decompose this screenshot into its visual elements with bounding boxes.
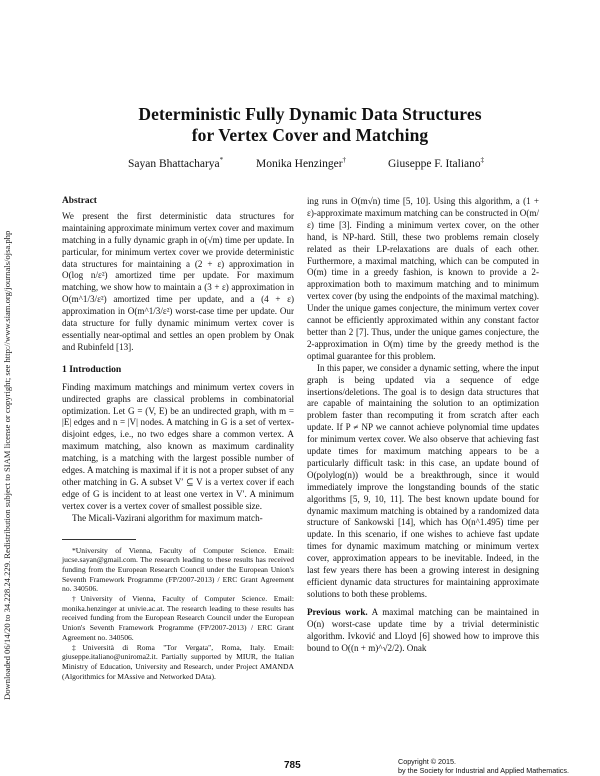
left-column xyxy=(62,196,294,681)
previous-work-text: A maximal matching can be maintained in O(n) worst-case update time by a trivial deterministic algorithm. Ivković and Lloyd [6] showed how to improve this bound to O((n + m)^√2/2). Onak xyxy=(307,606,539,653)
abstract-heading: Abstract xyxy=(62,196,97,206)
footnote-3: ‡Università di Roma "Tor Vergata", Roma, Italy. Email: giuseppe.italiano@uniroma2.it. Partially supported by MIUR, the Italian Ministry of Education, University and Research, under Project AMANDA (Algorithmics for MAssive and Networked DAta). xyxy=(62,642,294,681)
right-column xyxy=(307,196,539,654)
intro-paragraph-1: Finding maximum matchings and minimum vertex covers in undirected graphs are classical problems in combinatorial optimization. Let G = (V, E) be an undirected graph, with m = |E| edges and n = |V| nodes. A matching in G is a set of vertex-disjoint edges, i.e., no two edges share a common vertex. A maximum matching, also known as maximum cardinality matching, is a matching with the largest possible number of edges. A matching is maximal if it is not a proper subset of any other matching in G. A subset V′ ⊆ V is a vertex cover if each edge of G is incident to at least one vertex in V′. A minimum vertex cover is a vertex cover of smallest possible size. xyxy=(62,381,294,511)
footnote-rule xyxy=(62,539,136,540)
paper-title-line1: Deterministic Fully Dynamic Data Structures xyxy=(138,104,482,124)
download-notice: Downloaded 06/14/20 to 34.228.24.229. Redistribution subject to SIAM license or copyright; see http://www.siam.org/journals/ojsa.php xyxy=(2,230,12,700)
author-1: Sayan Bhattacharya* xyxy=(128,156,224,170)
previous-work-paragraph xyxy=(307,607,539,655)
author-2: Monika Henzinger† xyxy=(256,156,347,170)
previous-work-label: Previous work. xyxy=(307,606,368,617)
right-paragraph-2: In this paper, we consider a dynamic setting, where the input graph is being updated via a sequence of edge insertions/deletions. The goal is to design data structures that are capable of maintaining the solution to an optimization problem faster than recomputing it from scratch after each update. If P ≠ NP we cannot achieve polynomial time updates for minimum vertex cover. We also observe that achieving fast update times for maximum matching appears to be a particularly difficult task: in this case, an update bound of O(polylog(n)) would be a breakthrough, since it would immediately improve the longstanding bounds of the static algorithms [5, 9, 10, 11]. The best known update bound for dynamic maximum matching is obtained by a randomized data structure of Sankowski [14], which has O(n^1.495) time per update. In this scenario, if one wishes to achieve fast update times for dynamic maximum matching or minimum vertex cover, approximation appears to be inevitable. Indeed, in the last few years there has been a growing interest in designing efficient dynamic data structures for maintaining approximate solutions to both these problems. xyxy=(307,362,539,599)
footnote-1: *University of Vienna, Faculty of Computer Science. Email: jucse.sayan@gmail.com. The research leading to these results has received funding from the European Research Council under the European Union's Seventh Framework Programme (FP/2007-2013) / ERC Grant Agreement no. 340506. xyxy=(62,545,294,594)
page-number: 785 xyxy=(284,760,301,771)
intro-paragraph-2: The Micali-Vazirani algorithm for maximum match- xyxy=(72,512,263,523)
footnote-2: †University of Vienna, Faculty of Computer Science. Email: monika.henzinger at univie.ac.at. The research leading to these results has received funding from the European Research Council under the European Union's Seventh Framework Programme (FP/2007-2013) / ERC Grant Agreement no. 340506. xyxy=(62,594,294,642)
right-paragraph-1: ing runs in O(m√n) time [5, 10]. Using this algorithm, a (1 + ε)-approximate maximum matching can be constructed in O(m/ε) time [3]. Finding a minimum vertex cover, on the other hand, is NP-hard. Still, these two problems remain closely related as their LP-relaxations are duals of each other. Furthermore, a maximal matching, which can be computed in O(m) time in a greedy fashion, is known to provide a 2-approximation both to maximum matching and to minimum vertex cover (by using the endpoints of the maximal matching). Under the unique games conjecture, the minimum vertex cover cannot be efficiently approximated within any constant factor better than 2 [7]. Thus, under the unique games conjecture, the 2-approximation in O(m) time by the greedy method is the optimal guarantee for this problem. xyxy=(307,196,539,361)
abstract-text: We present the first deterministic data structures for maintaining approximate minimum vertex cover and maximum matching in a fully dynamic graph in o(√m) time per update. In particular, for minimum vertex cover we provide deterministic data structures for maintaining a (2 + ε) approximation in O(log n/ε²) amortized time per update. For maximum matching, we show how to maintain a (3 + ε) approximation in O(m^1/3/ε²) amortized time per update, and a (4 + ε) approximation in O(m^1/3/ε²) worst-case time per update. Our data structure for fully dynamic minimum vertex cover is essentially near-optimal and settles an open problem by Onak and Rubinfeld [13]. xyxy=(62,210,294,352)
paper-title-line2: for Vertex Cover and Matching xyxy=(191,125,429,145)
copyright-line-1: Copyright © 2015. xyxy=(398,757,457,766)
author-3: Giuseppe F. Italiano‡ xyxy=(388,156,485,170)
section-heading-introduction: 1 Introduction xyxy=(62,363,122,375)
copyright-line-2: by the Society for Industrial and Applied Mathematics. xyxy=(398,765,569,775)
copyright-notice xyxy=(398,758,569,775)
download-notice-sidebar xyxy=(2,100,16,700)
